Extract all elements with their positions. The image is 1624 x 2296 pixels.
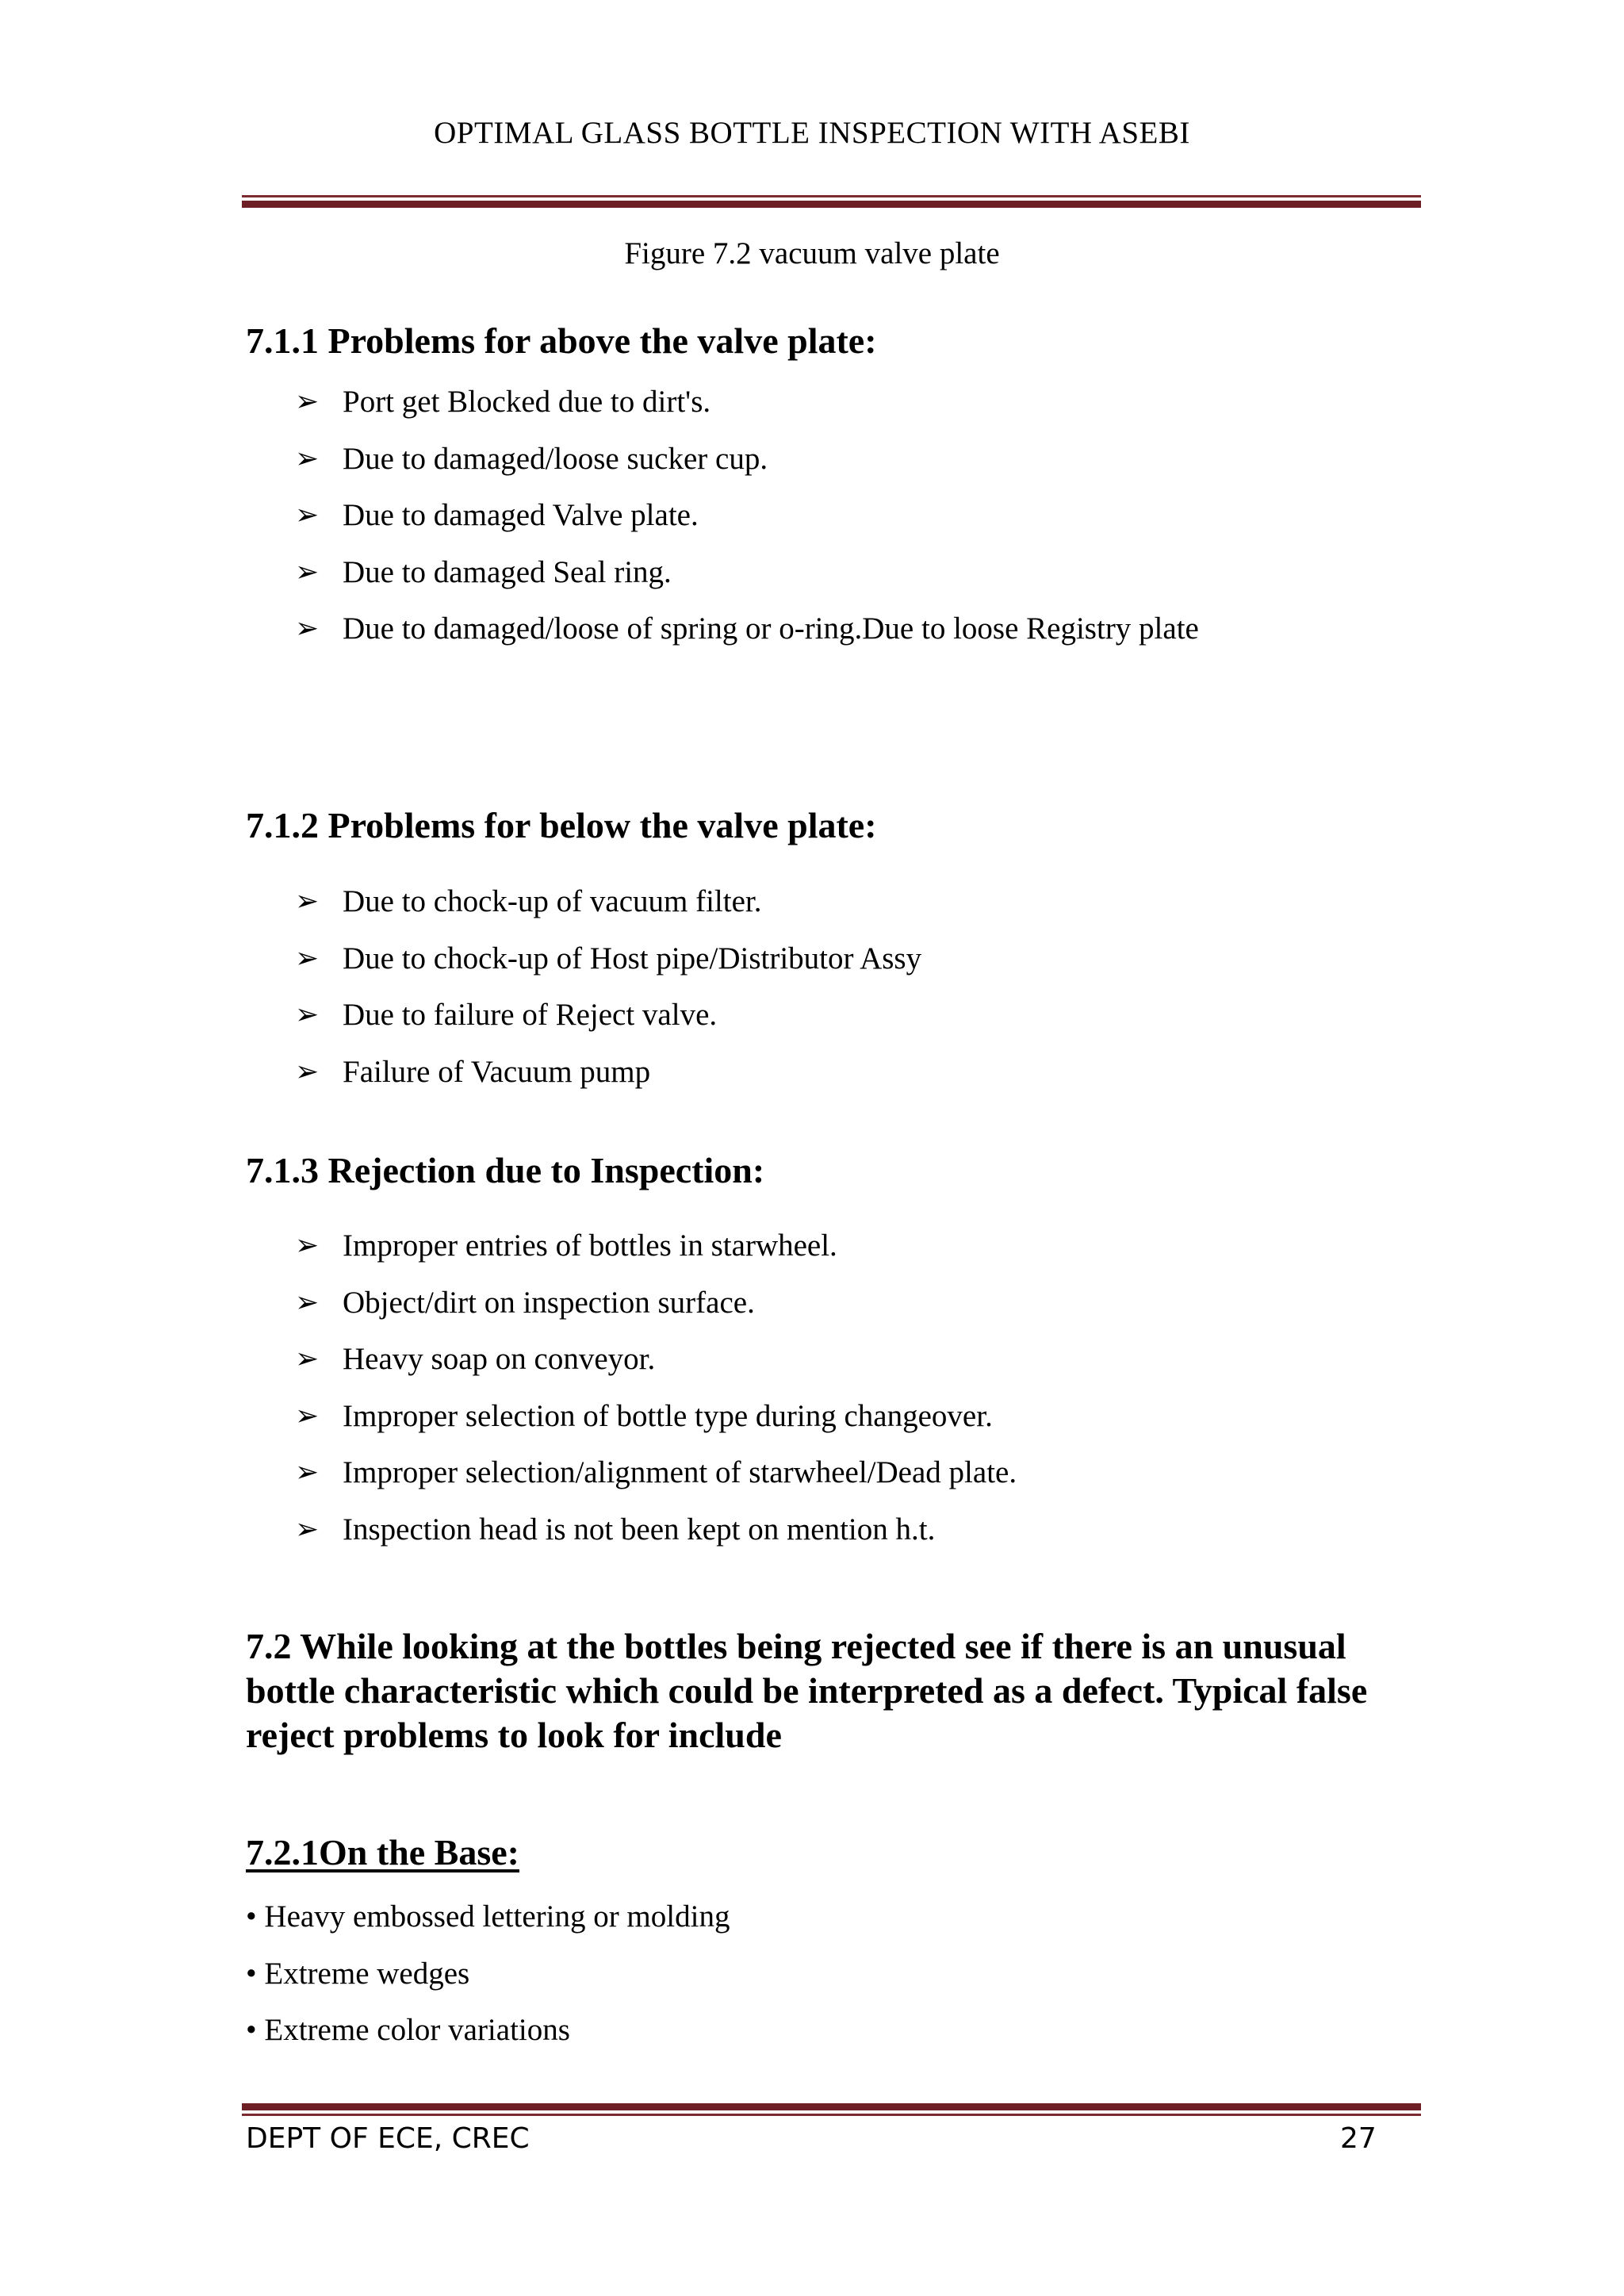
arrow-bullet-icon: ➢ xyxy=(295,1399,320,1432)
list-item: ➢ Due to chock-up of vacuum filter. xyxy=(295,882,921,939)
list-7-1-3 xyxy=(295,1226,1017,1566)
section-heading-7-1-2: 7.1.2 Problems for below the valve plate: xyxy=(246,805,877,845)
footer-rule xyxy=(242,2103,1421,2116)
list-item: ➢ Object/dirt on inspection surface. xyxy=(295,1283,1017,1340)
arrow-bullet-icon: ➢ xyxy=(295,1343,320,1375)
section-heading-7-2: 7.2 While looking at the bottles being rejected see if there is an unusual bottle characteristic which could be interpreted as a defect. Typical false reject problems to look for include xyxy=(246,1626,1368,1755)
list-item: • Extreme wedges xyxy=(246,1956,470,1991)
list-item: • Heavy embossed lettering or molding xyxy=(246,1899,730,1934)
arrow-bullet-icon: ➢ xyxy=(295,385,320,418)
arrow-bullet-icon: ➢ xyxy=(295,1229,320,1262)
section-heading-7-2-1: 7.2.1On the Base: xyxy=(246,1832,519,1872)
arrow-bullet-icon: ➢ xyxy=(295,999,320,1031)
header-rule xyxy=(242,195,1421,208)
arrow-bullet-icon: ➢ xyxy=(295,1512,320,1546)
list-item: ➢ Due to damaged/loose of spring or o-ring.Due to loose Registry plate xyxy=(295,609,1199,666)
list-item: • Extreme color variations xyxy=(246,2013,570,2047)
arrow-bullet-icon: ➢ xyxy=(295,442,320,475)
section-heading-7-1-3: 7.1.3 Rejection due to Inspection: xyxy=(246,1150,765,1190)
arrow-bullet-icon: ➢ xyxy=(295,1456,320,1489)
list-item: ➢ Inspection head is not been kept on mention h.t. xyxy=(295,1510,1017,1567)
page-number: 27 xyxy=(1340,2122,1377,2155)
list-item: ➢ Failure of Vacuum pump xyxy=(295,1052,921,1110)
list-7-1-2 xyxy=(295,882,921,1109)
list-item: ➢ Due to damaged Seal ring. xyxy=(295,553,1199,610)
arrow-bullet-icon: ➢ xyxy=(295,1055,320,1088)
list-7-1-1 xyxy=(295,382,1199,666)
list-item: ➢ Due to chock-up of Host pipe/Distributor Assy xyxy=(295,939,921,996)
list-7-2-1 xyxy=(246,1897,730,2068)
page-header-title: OPTIMAL GLASS BOTTLE INSPECTION WITH ASEBI xyxy=(434,116,1190,150)
list-item: ➢ Improper selection/alignment of starwheel/Dead plate. xyxy=(295,1453,1017,1510)
footer-department: DEPT OF ECE, CREC xyxy=(246,2122,530,2155)
list-item: ➢ Due to damaged/loose sucker cup. xyxy=(295,439,1199,496)
section-heading-7-1-1: 7.1.1 Problems for above the valve plate: xyxy=(246,320,877,361)
figure-caption: Figure 7.2 vacuum valve plate xyxy=(624,236,1000,270)
list-item: ➢ Heavy soap on conveyor. xyxy=(295,1340,1017,1397)
arrow-bullet-icon: ➢ xyxy=(295,555,320,588)
arrow-bullet-icon: ➢ xyxy=(295,941,320,975)
arrow-bullet-icon: ➢ xyxy=(295,499,320,531)
list-item: ➢ Improper entries of bottles in starwheel. xyxy=(295,1226,1017,1283)
list-item: ➢ Due to damaged Valve plate. xyxy=(295,496,1199,553)
arrow-bullet-icon: ➢ xyxy=(295,1286,320,1319)
arrow-bullet-icon: ➢ xyxy=(295,885,320,918)
list-item: ➢ Improper selection of bottle type during changeover. xyxy=(295,1397,1017,1454)
list-item: ➢ Port get Blocked due to dirt's. xyxy=(295,382,1199,439)
list-item: ➢ Due to failure of Reject valve. xyxy=(295,995,921,1052)
arrow-bullet-icon: ➢ xyxy=(295,612,320,645)
